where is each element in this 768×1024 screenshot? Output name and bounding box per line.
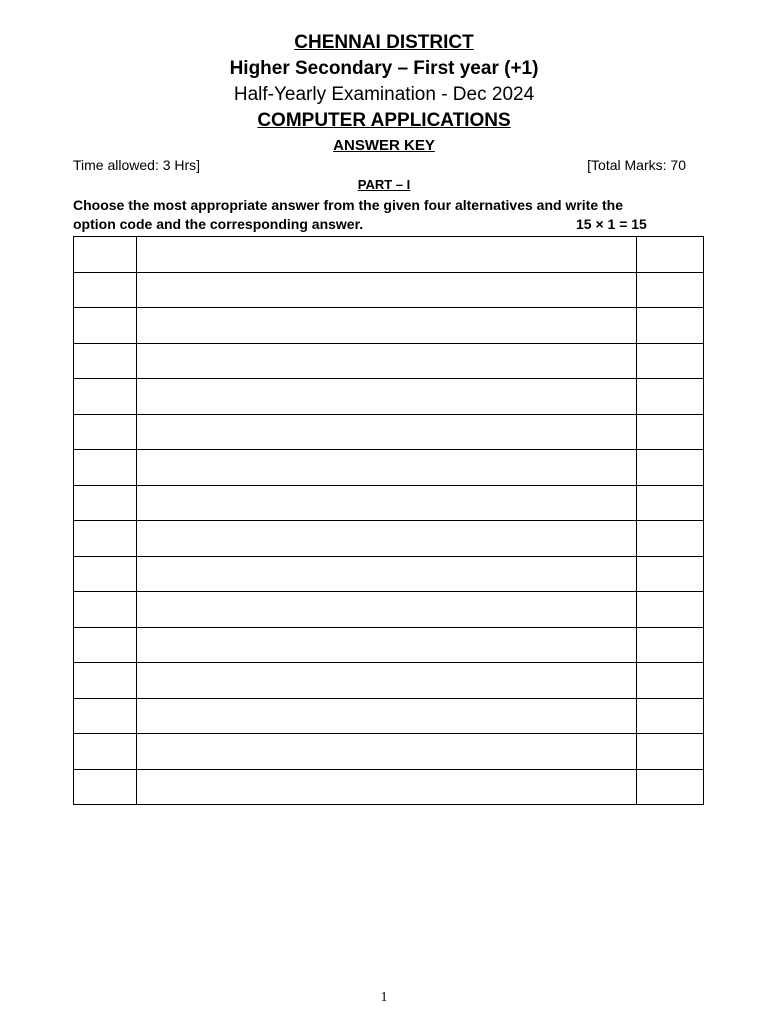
part-title: PART – I bbox=[357, 177, 411, 192]
table-row bbox=[74, 414, 704, 450]
instruction-line-2: option code and the corresponding answer. bbox=[73, 216, 364, 232]
answer-cell bbox=[137, 769, 637, 805]
question-number-cell bbox=[74, 379, 137, 415]
question-number-cell bbox=[74, 485, 137, 521]
table-row bbox=[74, 663, 704, 699]
table-row bbox=[74, 698, 704, 734]
option-cell bbox=[636, 485, 703, 521]
table-row bbox=[74, 450, 704, 486]
answer-cell bbox=[137, 308, 637, 344]
question-number-cell bbox=[74, 556, 137, 592]
district-title: CHENNAI DISTRICT bbox=[294, 32, 474, 53]
question-number-cell bbox=[74, 769, 137, 805]
table-row bbox=[74, 592, 704, 628]
instruction-line-2-row bbox=[73, 215, 703, 234]
table-row bbox=[74, 769, 704, 805]
document-header bbox=[0, 30, 768, 158]
answer-cell bbox=[137, 237, 637, 273]
time-allowed: Time allowed: 3 Hrs] bbox=[73, 157, 201, 173]
answer-cell bbox=[137, 414, 637, 450]
question-number-cell bbox=[74, 414, 137, 450]
option-cell bbox=[636, 521, 703, 557]
answer-cell bbox=[137, 450, 637, 486]
question-number-cell bbox=[74, 308, 137, 344]
answer-cell bbox=[137, 521, 637, 557]
table-row bbox=[74, 627, 704, 663]
table-row bbox=[74, 734, 704, 770]
instruction-line-1: Choose the most appropriate answer from the given four alternatives and write the bbox=[73, 197, 623, 213]
question-number-cell bbox=[74, 343, 137, 379]
question-number-cell bbox=[74, 521, 137, 557]
answer-cell bbox=[137, 485, 637, 521]
question-number-cell bbox=[74, 237, 137, 273]
option-cell bbox=[636, 379, 703, 415]
option-cell bbox=[636, 663, 703, 699]
table-row bbox=[74, 521, 704, 557]
option-cell bbox=[636, 414, 703, 450]
question-number-cell bbox=[74, 663, 137, 699]
exam-meta bbox=[73, 157, 686, 177]
option-cell bbox=[636, 769, 703, 805]
answer-cell bbox=[137, 343, 637, 379]
question-number-cell bbox=[74, 734, 137, 770]
subject-title: COMPUTER APPLICATIONS bbox=[257, 110, 511, 131]
total-marks: [Total Marks: 70 bbox=[587, 157, 686, 173]
exam-title: Half-Yearly Examination - Dec 2024 bbox=[233, 84, 535, 105]
answer-cell bbox=[137, 272, 637, 308]
table-row bbox=[74, 379, 704, 415]
table-row bbox=[74, 485, 704, 521]
answer-cell bbox=[137, 734, 637, 770]
option-cell bbox=[636, 343, 703, 379]
option-cell bbox=[636, 627, 703, 663]
table-row bbox=[74, 343, 704, 379]
answer-key-title: ANSWER KEY bbox=[333, 137, 435, 154]
table-row bbox=[74, 237, 704, 273]
marks-formula: 15 × 1 = 15 bbox=[576, 216, 647, 232]
option-cell bbox=[636, 698, 703, 734]
answer-table bbox=[73, 236, 704, 805]
answer-cell bbox=[137, 592, 637, 628]
answer-cell bbox=[137, 698, 637, 734]
answer-cell bbox=[137, 663, 637, 699]
table-row bbox=[74, 308, 704, 344]
question-number-cell bbox=[74, 450, 137, 486]
question-number-cell bbox=[74, 272, 137, 308]
class-title: Higher Secondary – First year (+1) bbox=[229, 58, 539, 79]
question-number-cell bbox=[74, 627, 137, 663]
question-number-cell bbox=[74, 592, 137, 628]
question-number-cell bbox=[74, 698, 137, 734]
option-cell bbox=[636, 556, 703, 592]
answer-cell bbox=[137, 627, 637, 663]
option-cell bbox=[636, 237, 703, 273]
option-cell bbox=[636, 308, 703, 344]
option-cell bbox=[636, 734, 703, 770]
table-row bbox=[74, 272, 704, 308]
answer-cell bbox=[137, 379, 637, 415]
page-number: 1 bbox=[380, 990, 388, 1005]
table-row bbox=[74, 556, 704, 592]
answer-cell bbox=[137, 556, 637, 592]
option-cell bbox=[636, 450, 703, 486]
answer-table-body bbox=[74, 237, 704, 805]
part-instruction bbox=[73, 196, 703, 234]
option-cell bbox=[636, 272, 703, 308]
option-cell bbox=[636, 592, 703, 628]
